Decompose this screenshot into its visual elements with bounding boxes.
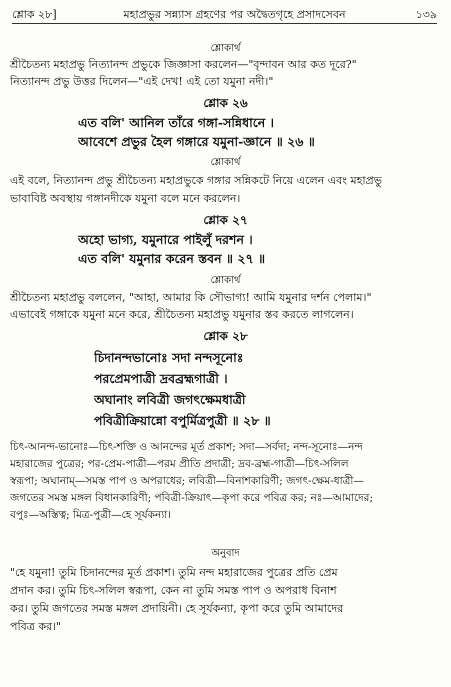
section-label: শ্লোকার্থ (210, 275, 241, 286)
word-meanings-line: চিৎ-আনন্দ-ভানোঃ—চিৎ-শক্তি ও আনন্দের মূর্ত প্রকাশ; সদা—সর্বদা; নন্দ-সূনোঃ—নন্দ (10, 441, 363, 453)
translation-line: কর। তুমি জগতের সমস্ত মঙ্গল প্রদায়িনী। হে সূর্যকন্যা, কৃপা করে তুমি আমাদের (10, 602, 344, 615)
header-verse-ref: শ্লোক ২৮] (12, 8, 57, 21)
section-label: শ্লোকার্থ (210, 43, 241, 54)
word-meanings-line: জগতের সমস্ত মঙ্গল বিধানকারিণী; পবিত্রী-ক্রিয়াৎ—কৃপা করে পবিত্র কর; নঃ—আমাদের; (10, 492, 374, 504)
verse-line: অহো ভাগ্য, যমুনারে পাইলুঁ দরশন । (78, 232, 253, 247)
translation-line: ভাবাবিষ্ট অবস্থায় গঙ্গানদীকে যমুনা বলে মনে করলেন। (10, 192, 241, 205)
translation-line: প্রদান কর। তুমি চিৎ-সলিল স্বরূপা, কেন না তুমি সমস্ত পাপ ও অপরাধ বিনাশ (10, 584, 337, 597)
translation-line: নিত্যানন্দ প্রভু উত্তর দিলেন—"এই দেখ! এই তো যমুনা নদী।" (10, 75, 274, 88)
verse-line: চিদানন্দভানোঃ সদা নন্দসূনোঃ (94, 350, 244, 365)
verse-line: এত বলি' আনিল তাঁরে গঙ্গা-সন্নিধানে । (78, 115, 275, 130)
section-label: শ্লোকার্থ (210, 157, 241, 168)
translation-line: এভাবেই গঙ্গাকে যমুনা মনে করে, শ্রীচৈতন্য মহাপ্রভু যমুনার স্তব করতে লাগলেন। (10, 308, 354, 321)
verse-line: পরপ্রেমপাত্রী দ্রবব্রহ্মগাত্রী । (94, 371, 228, 386)
page-number: ১৩৯ (415, 8, 437, 21)
translation-line: শ্রীচৈতন্য মহাপ্রভু নিত্যানন্দ প্রভুকে জিজ্ঞাসা করলেন—"বৃন্দাবন আর কত দূরে?" (10, 58, 357, 71)
translation-line: শ্রীচৈতন্য মহাপ্রভু বললেন, "আহা, আমার কি সৌভাগ্য! আমি যমুনার দর্শন পেলাম।" (10, 291, 372, 304)
verse-heading: শ্লোক ২৮ (203, 329, 248, 343)
word-meanings-line: মহারাজের পুত্রের; পর-প্রেম-পাত্রী—পরম প্রীতি প্রদাত্রী; দ্রব-ব্রহ্ম-গাত্রী—চিৎ-সলিল (10, 458, 349, 470)
header-title: মহাপ্রভুর সন্ন্যাস গ্রহণের পর অদ্বৈতগৃহে প্রসাদসেবন (123, 8, 346, 21)
header-rule (12, 23, 437, 24)
word-meanings-line: স্বরূপা; অঘানাম্—সমস্ত পাপ ও অপরাধের; লবিত্রী—বিনাশকারিণী; জগৎ-ক্ষেম-ধাত্রী— (10, 475, 364, 487)
verse-line: আবেশে প্রভুর হৈল গঙ্গারে যমুনা-জ্ঞানে ॥ ২৬ ॥ (78, 134, 315, 149)
running-header (12, 6, 437, 24)
translation-line: "হে যমুনা! তুমি চিদানন্দের মূর্ত প্রকাশ। তুমি নন্দ মহারাজের পুত্রের প্রতি প্রেম (10, 566, 338, 579)
verse-heading: শ্লোক ২৭ (203, 213, 248, 227)
section-label: অনুবাদ (211, 548, 240, 559)
translation-line: এই বলে, নিত্যানন্দ প্রভু শ্রীচৈতন্য মহাপ্রভুকে গঙ্গার সন্নিকটে নিয়ে এলেন এবং মহাপ্রভু (10, 174, 382, 187)
word-meanings-line: বপুঃ—অস্তিত্ব; মিত্র-পুত্রী—হে সূর্যকন্যা। (10, 509, 172, 521)
translation-line: পবিত্র কর।" (10, 620, 62, 633)
verse-line: এত বলি' যমুনার করেন স্তবন ॥ ২৭ ॥ (78, 251, 266, 266)
verse-line: পবিত্রীক্রিয়ান্নো বপুর্মিত্রপুত্রী ॥ ২৮ ॥ (94, 413, 271, 428)
verse-heading: শ্লোক ২৬ (203, 96, 248, 110)
verse-line: অঘানাং লবিত্রী জগৎক্ষেমধাত্রী (94, 392, 246, 407)
